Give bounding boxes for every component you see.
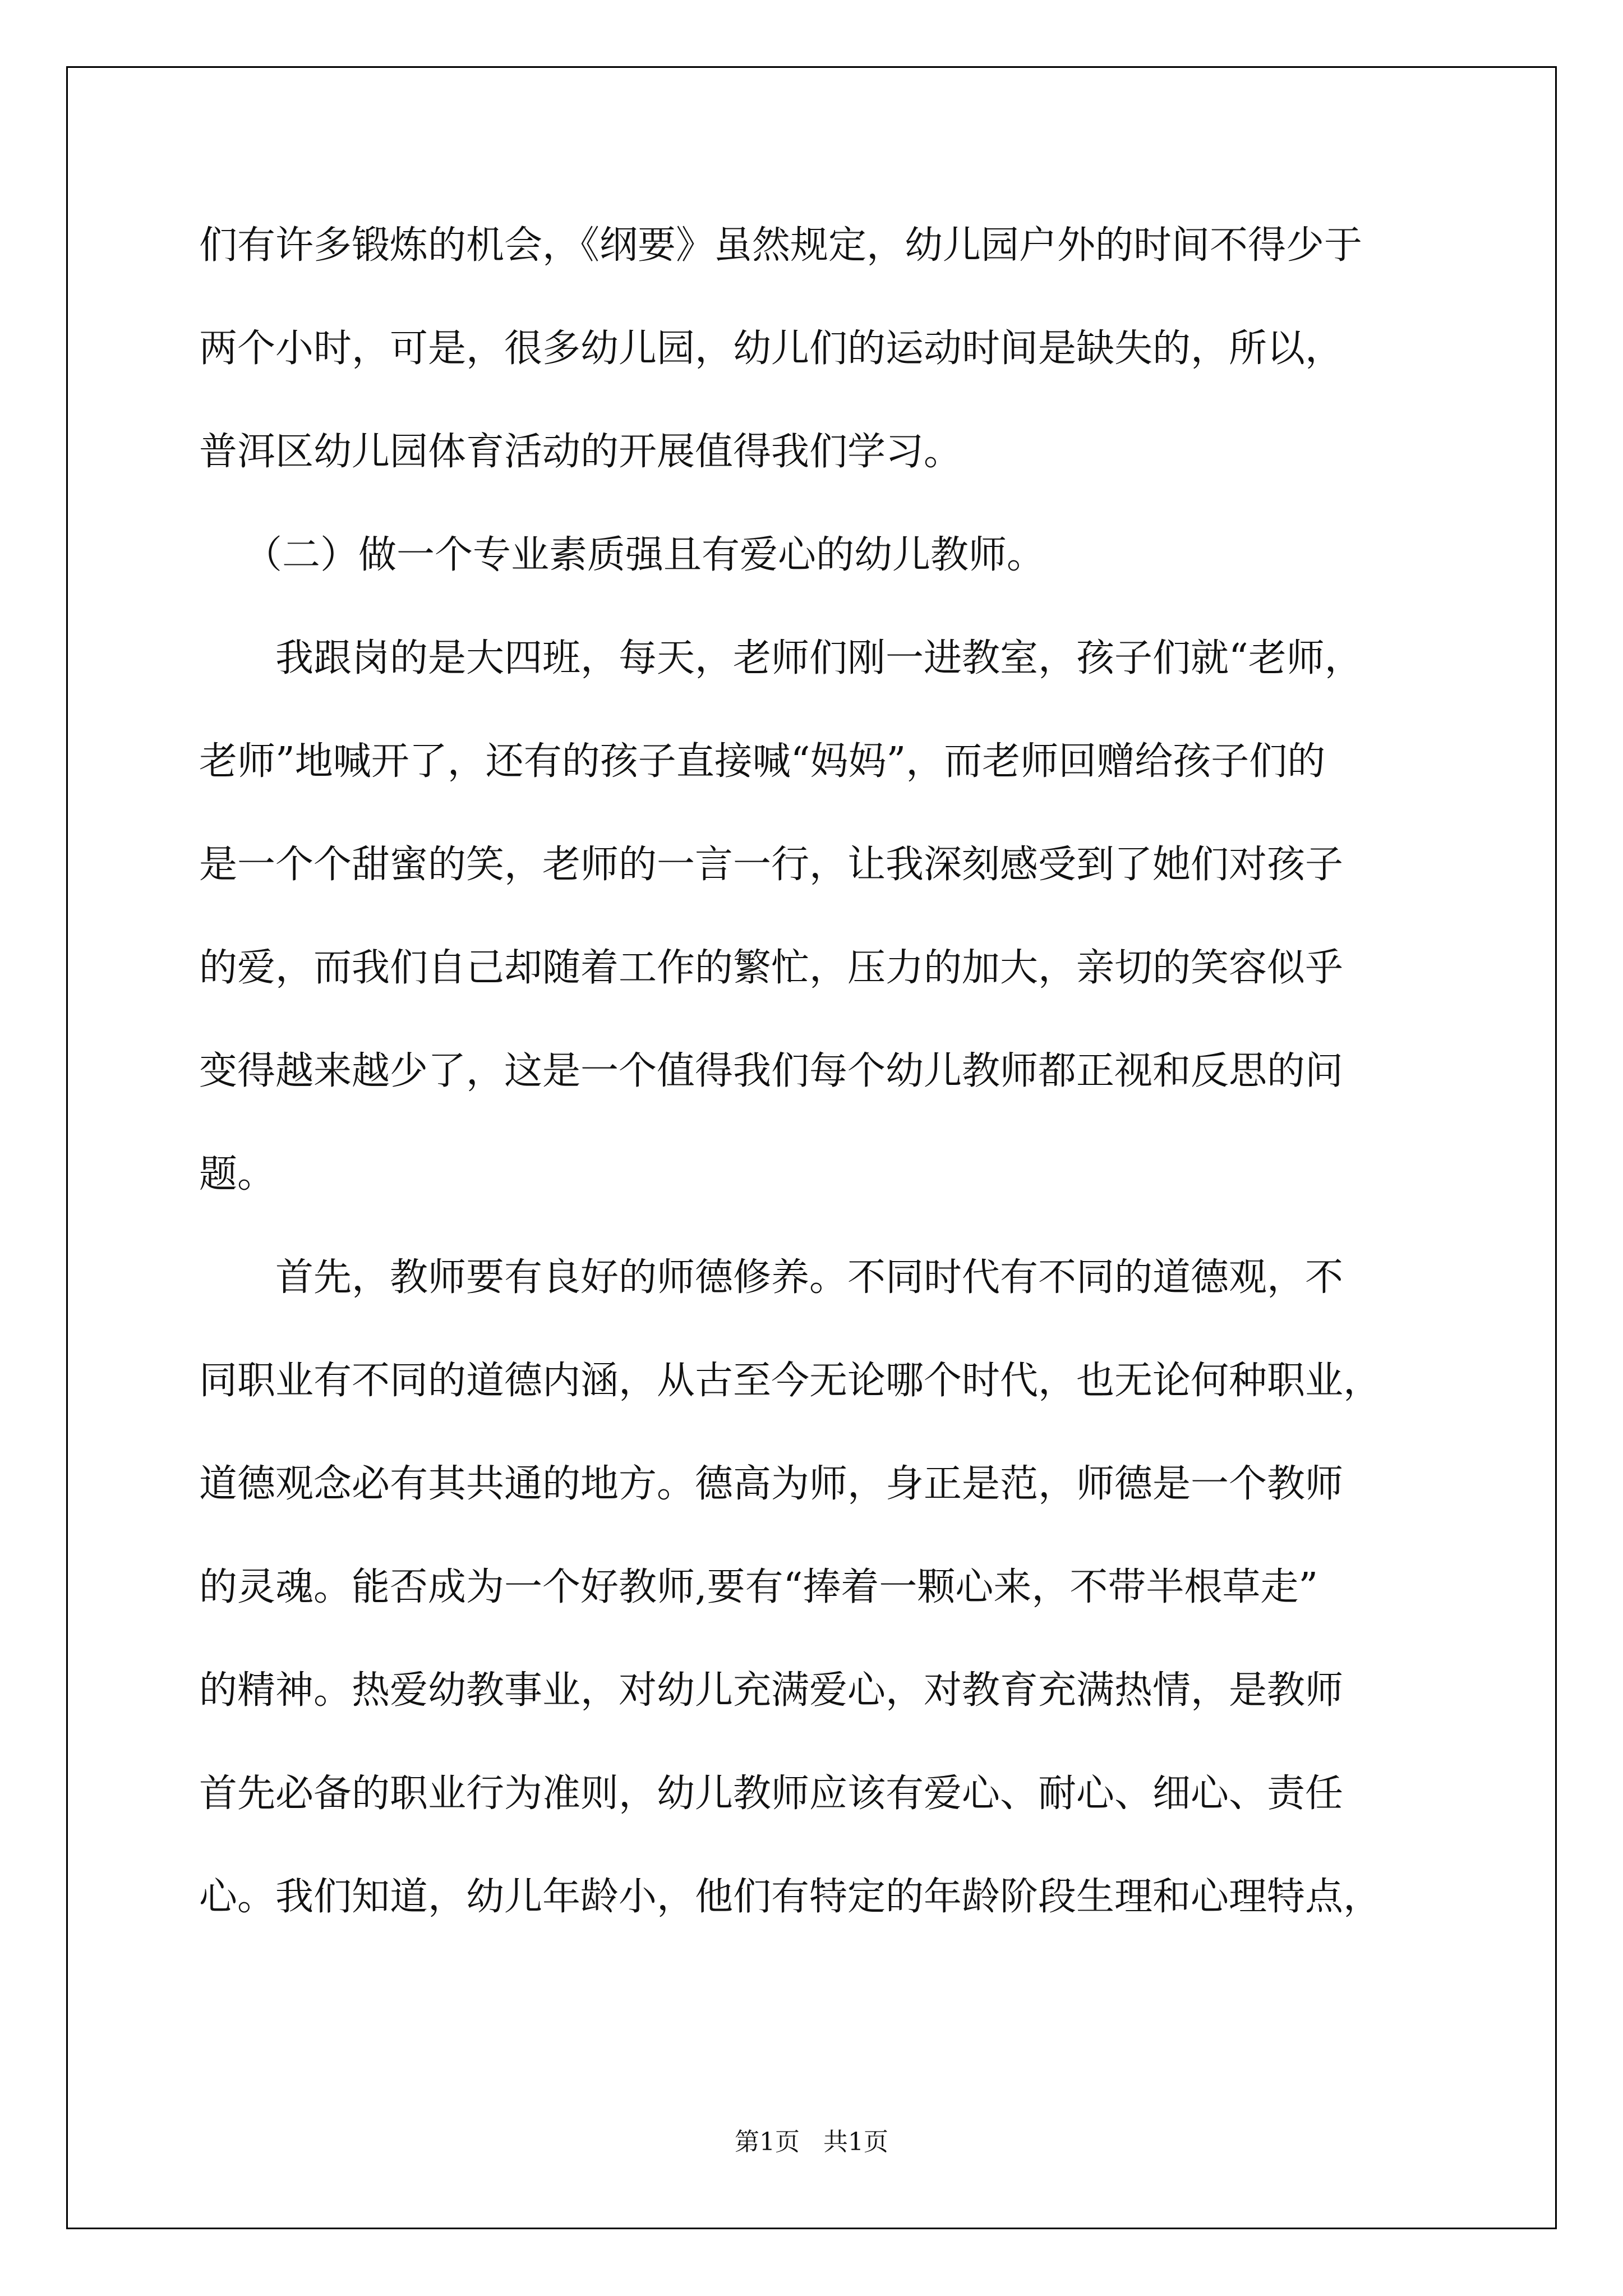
text-line: 首先必备的职业行为准则，幼儿教师应该有爱心、耐心、细心、责任 <box>199 1772 1344 1816</box>
page-number-footer: 第1页 共1页 <box>735 2128 888 2156</box>
text-line: 两个小时，可是，很多幼儿园，幼儿们的运动时间是缺失的，所以， <box>199 326 1344 371</box>
text-line: 道德观念必有其共通的地方。德高为师，身正是范，师德是一个教师 <box>199 1462 1344 1506</box>
paragraph-start: 首先，教师要有良好的师德修养。不同时代有不同的道德观，不 <box>275 1255 1344 1300</box>
section-heading: （二）做一个专业素质强且有爱心的幼儿教师。 <box>244 533 1045 577</box>
text-line: 普洱区幼儿园体育活动的开展值得我们学习。 <box>199 430 962 474</box>
text-line: 是一个个甜蜜的笑，老师的一言一行，让我深刻感受到了她们对孩子 <box>199 843 1344 887</box>
text-line: 老师”地喊开了，还有的孩子直接喊“妈妈”，而老师回赠给孩子们的 <box>199 739 1326 784</box>
text-line: 题。 <box>199 1152 276 1197</box>
text-line: 的精神。热爱幼教事业，对幼儿充满爱心，对教育充满热情，是教师 <box>199 1668 1344 1713</box>
text-line: 变得越来越少了，这是一个值得我们每个幼儿教师都正视和反思的问 <box>199 1049 1344 1093</box>
text-line: 们有许多锻炼的机会，《纲要》虽然规定，幼儿园户外的时间不得少于 <box>199 223 1363 268</box>
text-line: 的灵魂。能否成为一个好教师,要有“捧着一颗心来，不带半根草走” <box>199 1565 1318 1609</box>
paragraph-start: 我跟岗的是大四班，每天，老师们刚一进教室，孩子们就“老师， <box>275 636 1363 680</box>
text-line: 同职业有不同的道德内涵，从古至今无论哪个时代，也无论何种职业， <box>199 1359 1382 1403</box>
text-line: 心。我们知道，幼儿年龄小，他们有特定的年龄阶段生理和心理特点， <box>199 1875 1382 1919</box>
text-line: 的爱，而我们自己却随着工作的繁忙，压力的加大，亲切的笑容似乎 <box>199 946 1344 990</box>
